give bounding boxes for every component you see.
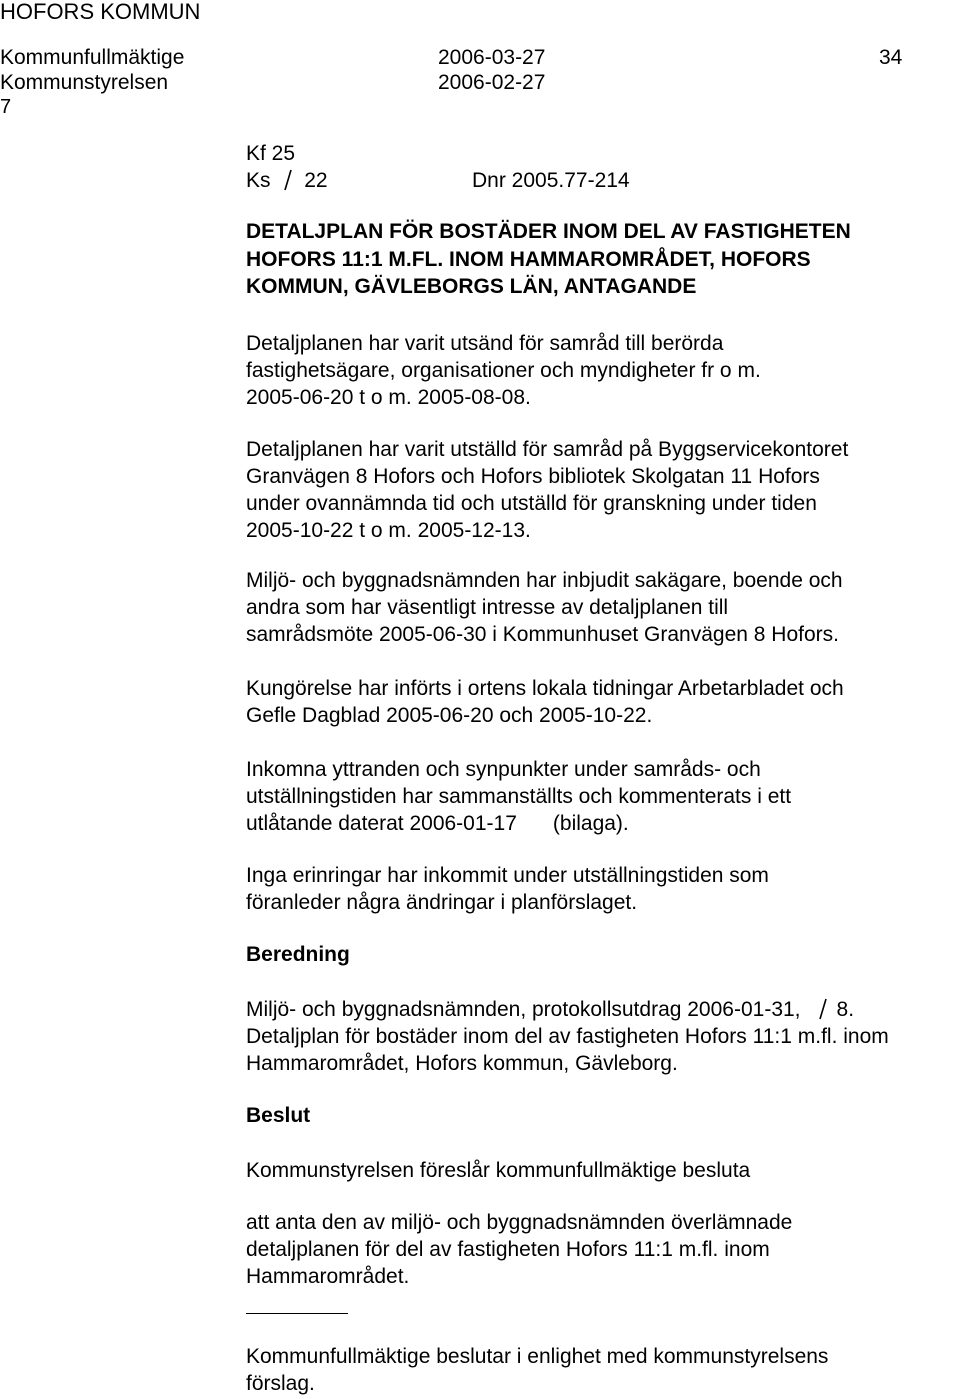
- text-line: under ovannämnda tid och utställd för granskning under tiden: [246, 492, 817, 515]
- meeting-date-styrelsen: 2006-02-27: [438, 71, 546, 94]
- paragraph-samradsmote: [246, 567, 843, 648]
- text-line: Detaljplanen har varit utställd för samråd på Byggservicekontoret: [246, 438, 849, 461]
- protocol-text: Miljö- och byggnadsnämnden, protokollsutdrag 2006-01-31,: [246, 998, 801, 1021]
- text-line: Hammarområdet.: [246, 1265, 410, 1288]
- page-number: 34: [879, 46, 903, 69]
- text-line: Hammarområdet, Hofors kommun, Gävleborg.: [246, 1052, 678, 1075]
- text-line: föranleder några ändringar i planförslaget.: [246, 891, 638, 914]
- paragraph-kungorelse: [246, 675, 844, 729]
- bilaga-reference: (bilaga).: [552, 812, 629, 835]
- text-line: 2005-06-20 t o m. 2005-08-08.: [246, 386, 531, 409]
- beslut-proposal: Kommunstyrelsen föreslår kommunfullmäktige besluta: [246, 1159, 751, 1182]
- ks-number: 22: [304, 169, 328, 192]
- text-line: detaljplanen för del av fastigheten Hofors 11:1 m.fl. inom: [246, 1238, 770, 1261]
- organization-name: HOFORS KOMMUN: [0, 0, 201, 24]
- section-sign: [284, 168, 292, 192]
- paragraph-erinringar: [246, 862, 769, 916]
- beslut-final: [246, 1343, 828, 1397]
- beslut-heading: Beslut: [246, 1104, 311, 1127]
- document-title: [246, 218, 851, 301]
- beredning-heading: Beredning: [246, 943, 350, 966]
- title-line: KOMMUN, GÄVLEBORGS LÄN, ANTAGANDE: [246, 275, 697, 298]
- meeting-body-fullmaktige: Kommunfullmäktige: [0, 46, 185, 69]
- text-line: Inga erinringar har inkommit under utställningstiden som: [246, 864, 769, 887]
- paragraph-yttranden: [246, 756, 791, 837]
- title-line: HOFORS 11:1 M.FL. INOM HAMMAROMRÅDET, HOFORS: [246, 247, 811, 271]
- text-line: Detaljplanen har varit utsänd för samråd till berörda: [246, 332, 724, 355]
- text-line: Gefle Dagblad 2005-06-20 och 2005-10-22.: [246, 704, 653, 727]
- text-line: Inkomna yttranden och synpunkter under samråds- och: [246, 758, 761, 781]
- title-line: DETALJPLAN FÖR BOSTÄDER INOM DEL AV FASTIGHETEN: [246, 220, 851, 243]
- text-line: Miljö- och byggnadsnämnden har inbjudit sakägare, boende och: [246, 569, 843, 592]
- text-line: Kungörelse har införts i ortens lokala tidningar Arbetarbladet och: [246, 677, 844, 700]
- text-line: samrådsmöte 2005-06-30 i Kommunhuset Granvägen 8 Hofors.: [246, 623, 839, 646]
- text-line: att anta den av miljö- och byggnadsnämnden överlämnade: [246, 1211, 793, 1234]
- text-line: 2005-10-22 t o m. 2005-12-13.: [246, 519, 531, 542]
- text-line: förslag.: [246, 1372, 315, 1395]
- text-line: utställningstiden har sammanställts och kommenterats i ett: [246, 785, 792, 808]
- text-line: Granvägen 8 Hofors och Hofors bibliotek Skolgatan 11 Hofors: [246, 465, 820, 488]
- dnr-reference: Dnr 2005.77-214: [472, 169, 630, 192]
- kf-reference: Kf 25: [246, 142, 296, 165]
- text-line: Kommunfullmäktige beslutar i enlighet med kommunstyrelsens: [246, 1345, 829, 1368]
- separator-rule: [246, 1313, 348, 1314]
- meeting-body-styrelsen: Kommunstyrelsen: [0, 71, 169, 94]
- protocol-paragraph: 8.: [836, 998, 855, 1021]
- paragraph-utstalld: [246, 436, 848, 544]
- paragraph-samrad: [246, 330, 761, 411]
- protocol-line: [246, 996, 889, 1023]
- utlatande-text: utlåtande daterat 2006-01-17: [246, 812, 517, 835]
- section-sign: [819, 997, 827, 1021]
- bilaga-line: [246, 810, 791, 837]
- beredning-content: [246, 996, 889, 1077]
- meeting-date-fullmaktige: 2006-03-27: [438, 46, 546, 69]
- header-extra-line: 7: [0, 96, 12, 118]
- ks-reference: [246, 167, 328, 195]
- text-line: fastighetsägare, organisationer och myndigheter fr o m.: [246, 359, 761, 382]
- ks-prefix: Ks: [246, 169, 271, 192]
- text-line: Detaljplan för bostäder inom del av fastigheten Hofors 11:1 m.fl. inom: [246, 1025, 889, 1048]
- beslut-decision: [246, 1209, 792, 1290]
- text-line: andra som har väsentligt intresse av detaljplanen till: [246, 596, 729, 619]
